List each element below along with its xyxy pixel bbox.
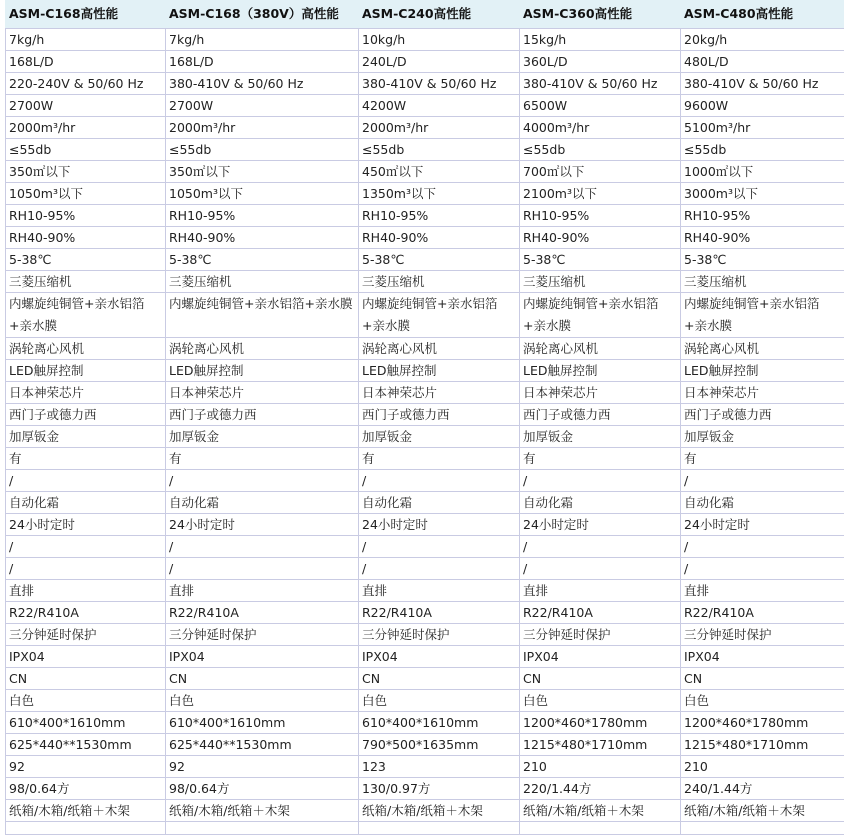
table-cell: 加厚钣金 xyxy=(520,426,681,448)
table-cell: / xyxy=(359,470,520,492)
table-cell: 92 xyxy=(166,756,359,778)
table-row xyxy=(6,338,844,360)
table-cell: 三分钟延时保护 xyxy=(681,624,844,646)
table-cell: 210 xyxy=(681,756,844,778)
table-cell: 380-410V & 50/60 Hz xyxy=(681,73,844,95)
table-cell: 涡轮离心风机 xyxy=(681,338,844,360)
table-cell: CN xyxy=(6,668,166,690)
table-row xyxy=(6,668,844,690)
table-cell: 4000m³/hr xyxy=(520,117,681,139)
table-cell: 1000㎡以下 xyxy=(681,161,844,183)
column-header: ASM-C480高性能 xyxy=(681,0,844,29)
table-cell: 纸箱/木箱/纸箱＋木架 xyxy=(520,800,681,822)
table-cell: 西门子或德力西 xyxy=(359,404,520,426)
table-cell: 有 xyxy=(359,448,520,470)
table-cell: 日本神荣芯片 xyxy=(6,382,166,404)
table-cell: 涡轮离心风机 xyxy=(520,338,681,360)
table-cell: RH40-90% xyxy=(359,227,520,249)
table-cell: / xyxy=(681,558,844,580)
table-cell: CN xyxy=(520,668,681,690)
table-cell: 三菱压缩机 xyxy=(520,271,681,293)
table-cell: R22/R410A xyxy=(359,602,520,624)
table-cell: 三分钟延时保护 xyxy=(520,624,681,646)
table-cell: 加厚钣金 xyxy=(359,426,520,448)
table-cell: 123 xyxy=(359,756,520,778)
table-cell: ≤55db xyxy=(681,139,844,161)
table-cell: 240/1.44方 xyxy=(681,778,844,800)
table-row xyxy=(6,734,844,756)
table-cell: 日本神荣芯片 xyxy=(359,382,520,404)
header-row xyxy=(6,0,844,29)
table-cell: ≤55db xyxy=(6,139,166,161)
table-cell: 5-38℃ xyxy=(6,249,166,271)
table-cell: 自动化霜 xyxy=(520,492,681,514)
table-cell: 内螺旋纯铜管+亲水铝箔+亲水膜 xyxy=(166,293,359,338)
table-cell: 纸箱/木箱/纸箱＋木架 xyxy=(6,800,166,822)
table-cell: / xyxy=(166,558,359,580)
table-cell: / xyxy=(681,470,844,492)
table-cell: 有 xyxy=(6,448,166,470)
table-row xyxy=(6,161,844,183)
table-cell: IPX04 xyxy=(166,646,359,668)
table-cell: 三菱压缩机 xyxy=(6,271,166,293)
table-cell: 1050m³以下 xyxy=(6,183,166,205)
table-cell: 三菱压缩机 xyxy=(681,271,844,293)
table-cell: 直排 xyxy=(520,580,681,602)
table-cell: 5-38℃ xyxy=(166,249,359,271)
table-cell: 内螺旋纯铜管+亲水铝箔+亲水膜 xyxy=(359,293,520,338)
table-cell: / xyxy=(520,536,681,558)
table-cell: 6500W xyxy=(520,95,681,117)
table-cell: ≤55db xyxy=(520,139,681,161)
table-cell: RH10-95% xyxy=(359,205,520,227)
table-cell: 三分钟延时保护 xyxy=(6,624,166,646)
table-row xyxy=(6,602,844,624)
table-cell: / xyxy=(520,470,681,492)
table-cell: RH40-90% xyxy=(520,227,681,249)
table-cell: 350㎡以下 xyxy=(6,161,166,183)
table-cell: 2100m³以下 xyxy=(520,183,681,205)
table-cell: LED触屏控制 xyxy=(166,360,359,382)
table-row xyxy=(6,205,844,227)
table-cell: 380-410V & 50/60 Hz xyxy=(520,73,681,95)
table-row xyxy=(6,492,844,514)
table-cell: 白色 xyxy=(359,690,520,712)
table-cell: 790*500*1635mm xyxy=(359,734,520,756)
table-cell: 三分钟延时保护 xyxy=(166,624,359,646)
table-cell: 白色 xyxy=(166,690,359,712)
column-header: ASM-C360高性能 xyxy=(520,0,681,29)
table-cell: 700㎡以下 xyxy=(520,161,681,183)
table-row xyxy=(6,51,844,73)
table-cell: 2000m³/hr xyxy=(6,117,166,139)
table-row xyxy=(6,293,844,338)
table-cell: 加厚钣金 xyxy=(681,426,844,448)
table-cell: LED触屏控制 xyxy=(681,360,844,382)
table-cell: 西门子或德力西 xyxy=(166,404,359,426)
table-cell: 1215*480*1710mm xyxy=(681,734,844,756)
table-cell: 2700W xyxy=(6,95,166,117)
table-row xyxy=(6,139,844,161)
table-cell: 168L/D xyxy=(166,51,359,73)
table-cell: R22/R410A xyxy=(520,602,681,624)
table-cell: / xyxy=(166,536,359,558)
table-cell: 三菱压缩机 xyxy=(166,271,359,293)
table-cell: 有 xyxy=(681,448,844,470)
table-cell: 内螺旋纯铜管+亲水铝箔+亲水膜 xyxy=(681,293,844,338)
table-cell: 自动化霜 xyxy=(6,492,166,514)
table-cell: 4200W xyxy=(359,95,520,117)
table-cell: / xyxy=(359,536,520,558)
table-row xyxy=(6,249,844,271)
table-cell: LED触屏控制 xyxy=(359,360,520,382)
table-row xyxy=(6,183,844,205)
table-cell: / xyxy=(6,536,166,558)
table-cell: 240L/D xyxy=(359,51,520,73)
table-cell: 日本神荣芯片 xyxy=(520,382,681,404)
table-cell: RH40-90% xyxy=(681,227,844,249)
table-row xyxy=(6,470,844,492)
table-cell: 24小时定时 xyxy=(681,514,844,536)
table-cell: / xyxy=(6,558,166,580)
table-cell: 168L/D xyxy=(6,51,166,73)
table-cell: RH10-95% xyxy=(520,205,681,227)
table-cell: 625*440**1530mm xyxy=(166,734,359,756)
table-cell: 纸箱/木箱/纸箱＋木架 xyxy=(166,800,359,822)
table-cell: / xyxy=(681,536,844,558)
table-cell: 98/0.64方 xyxy=(6,778,166,800)
table-cell: 2700W xyxy=(166,95,359,117)
table-cell: 5-38℃ xyxy=(359,249,520,271)
table-cell: 10kg/h xyxy=(359,29,520,51)
table-cell: CN xyxy=(681,668,844,690)
table-cell: 92 xyxy=(6,756,166,778)
table-cell: 纸箱/木箱/纸箱＋木架 xyxy=(681,800,844,822)
table-cell: R22/R410A xyxy=(6,602,166,624)
table-cell: 直排 xyxy=(6,580,166,602)
table-cell: 210 xyxy=(520,756,681,778)
table-cell: LED触屏控制 xyxy=(520,360,681,382)
table-cell: 2000m³/hr xyxy=(166,117,359,139)
table-cell: 450㎡以下 xyxy=(359,161,520,183)
table-row xyxy=(6,778,844,800)
table-row xyxy=(6,712,844,734)
table-cell: 内螺旋纯铜管+亲水铝箔+亲水膜 xyxy=(6,293,166,338)
table-cell: 24小时定时 xyxy=(520,514,681,536)
table-row xyxy=(6,95,844,117)
table-cell: IPX04 xyxy=(359,646,520,668)
table-row xyxy=(6,756,844,778)
table-cell: RH10-95% xyxy=(166,205,359,227)
table-cell: 涡轮离心风机 xyxy=(166,338,359,360)
column-header: ASM-C240高性能 xyxy=(359,0,520,29)
table-cell: 三分钟延时保护 xyxy=(359,624,520,646)
table-cell: 西门子或德力西 xyxy=(681,404,844,426)
table-cell: 610*400*1610mm xyxy=(6,712,166,734)
table-cell: 三菱压缩机 xyxy=(359,271,520,293)
table-cell: 有 xyxy=(166,448,359,470)
table-row xyxy=(6,426,844,448)
table-cell: 涡轮离心风机 xyxy=(359,338,520,360)
table-cell: 9600W xyxy=(681,95,844,117)
table-cell: 350㎡以下 xyxy=(166,161,359,183)
table-cell: 西门子或德力西 xyxy=(520,404,681,426)
table-row xyxy=(6,624,844,646)
table-cell: / xyxy=(520,558,681,580)
table-cell: 西门子或德力西 xyxy=(6,404,166,426)
table-cell: 加厚钣金 xyxy=(166,426,359,448)
table-cell: / xyxy=(6,470,166,492)
table-cell: 380-410V & 50/60 Hz xyxy=(359,73,520,95)
table-cell: RH10-95% xyxy=(681,205,844,227)
table-cell: RH40-90% xyxy=(166,227,359,249)
table-cell: 360L/D xyxy=(520,51,681,73)
table-cell: ≤55db xyxy=(359,139,520,161)
table-cell: R22/R410A xyxy=(681,602,844,624)
table-cell: 白色 xyxy=(681,690,844,712)
table-cell: 5-38℃ xyxy=(520,249,681,271)
table-cell: 加厚钣金 xyxy=(6,426,166,448)
table-cell: LED触屏控制 xyxy=(6,360,166,382)
table-cell: RH40-90% xyxy=(6,227,166,249)
table-cell: IPX04 xyxy=(681,646,844,668)
table-cell: 20kg/h xyxy=(681,29,844,51)
table-cell: 480L/D xyxy=(681,51,844,73)
table-cell: RH10-95% xyxy=(6,205,166,227)
table-cell: 日本神荣芯片 xyxy=(681,382,844,404)
table-cell: 7kg/h xyxy=(6,29,166,51)
table-cell: 3000m³以下 xyxy=(681,183,844,205)
column-header: ASM-C168高性能 xyxy=(6,0,166,29)
table-cell: 涡轮离心风机 xyxy=(6,338,166,360)
table-row xyxy=(6,800,844,822)
table-row xyxy=(6,536,844,558)
table-cell: 直排 xyxy=(166,580,359,602)
table-cell: 日本神荣芯片 xyxy=(166,382,359,404)
table-row xyxy=(6,360,844,382)
table-cell: CN xyxy=(166,668,359,690)
table-cell: 白色 xyxy=(520,690,681,712)
table-row xyxy=(6,227,844,249)
table-cell: 24小时定时 xyxy=(166,514,359,536)
table-cell: 610*400*1610mm xyxy=(359,712,520,734)
table-cell: 白色 xyxy=(6,690,166,712)
table-cell: / xyxy=(166,470,359,492)
table-cell: 5-38℃ xyxy=(681,249,844,271)
table-cell: 1215*480*1710mm xyxy=(520,734,681,756)
table-cell: 220/1.44方 xyxy=(520,778,681,800)
table-cell: 5100m³/hr xyxy=(681,117,844,139)
table-row xyxy=(6,514,844,536)
table-cell: CN xyxy=(359,668,520,690)
spec-table xyxy=(5,0,844,835)
table-row xyxy=(6,646,844,668)
table-cell: IPX04 xyxy=(520,646,681,668)
table-row xyxy=(6,690,844,712)
table-cell: 7kg/h xyxy=(166,29,359,51)
column-header: ASM-C168（380V）高性能 xyxy=(166,0,359,29)
table-row xyxy=(6,558,844,580)
table-cell: 自动化霜 xyxy=(359,492,520,514)
table-cell: 24小时定时 xyxy=(6,514,166,536)
table-cell: 1050m³以下 xyxy=(166,183,359,205)
table-cell: 1200*460*1780mm xyxy=(681,712,844,734)
table-row xyxy=(6,117,844,139)
table-cell: 自动化霜 xyxy=(681,492,844,514)
table-cell: 15kg/h xyxy=(520,29,681,51)
table-row xyxy=(6,382,844,404)
table-cell: IPX04 xyxy=(6,646,166,668)
table-cell: 1350m³以下 xyxy=(359,183,520,205)
table-row xyxy=(6,404,844,426)
table-cell: ≤55db xyxy=(166,139,359,161)
table-row xyxy=(6,29,844,51)
table-cell: 纸箱/木箱/纸箱＋木架 xyxy=(359,800,520,822)
table-cell: 2000m³/hr xyxy=(359,117,520,139)
table-row xyxy=(6,271,844,293)
table-cell: 625*440**1530mm xyxy=(6,734,166,756)
table-cell: 24小时定时 xyxy=(359,514,520,536)
table-cell: 130/0.97方 xyxy=(359,778,520,800)
table-cell: 直排 xyxy=(359,580,520,602)
table-cell: 内螺旋纯铜管+亲水铝箔+亲水膜 xyxy=(520,293,681,338)
table-cell: 98/0.64方 xyxy=(166,778,359,800)
table-cell: R22/R410A xyxy=(166,602,359,624)
table-cell: 自动化霜 xyxy=(166,492,359,514)
table-cell: 1200*460*1780mm xyxy=(520,712,681,734)
table-cell: 380-410V & 50/60 Hz xyxy=(166,73,359,95)
table-cell: 220-240V & 50/60 Hz xyxy=(6,73,166,95)
table-row xyxy=(6,448,844,470)
table-cell: 直排 xyxy=(681,580,844,602)
table-row xyxy=(6,580,844,602)
table-cell: / xyxy=(359,558,520,580)
table-cell: 有 xyxy=(520,448,681,470)
table-cell: 610*400*1610mm xyxy=(166,712,359,734)
table-row xyxy=(6,73,844,95)
